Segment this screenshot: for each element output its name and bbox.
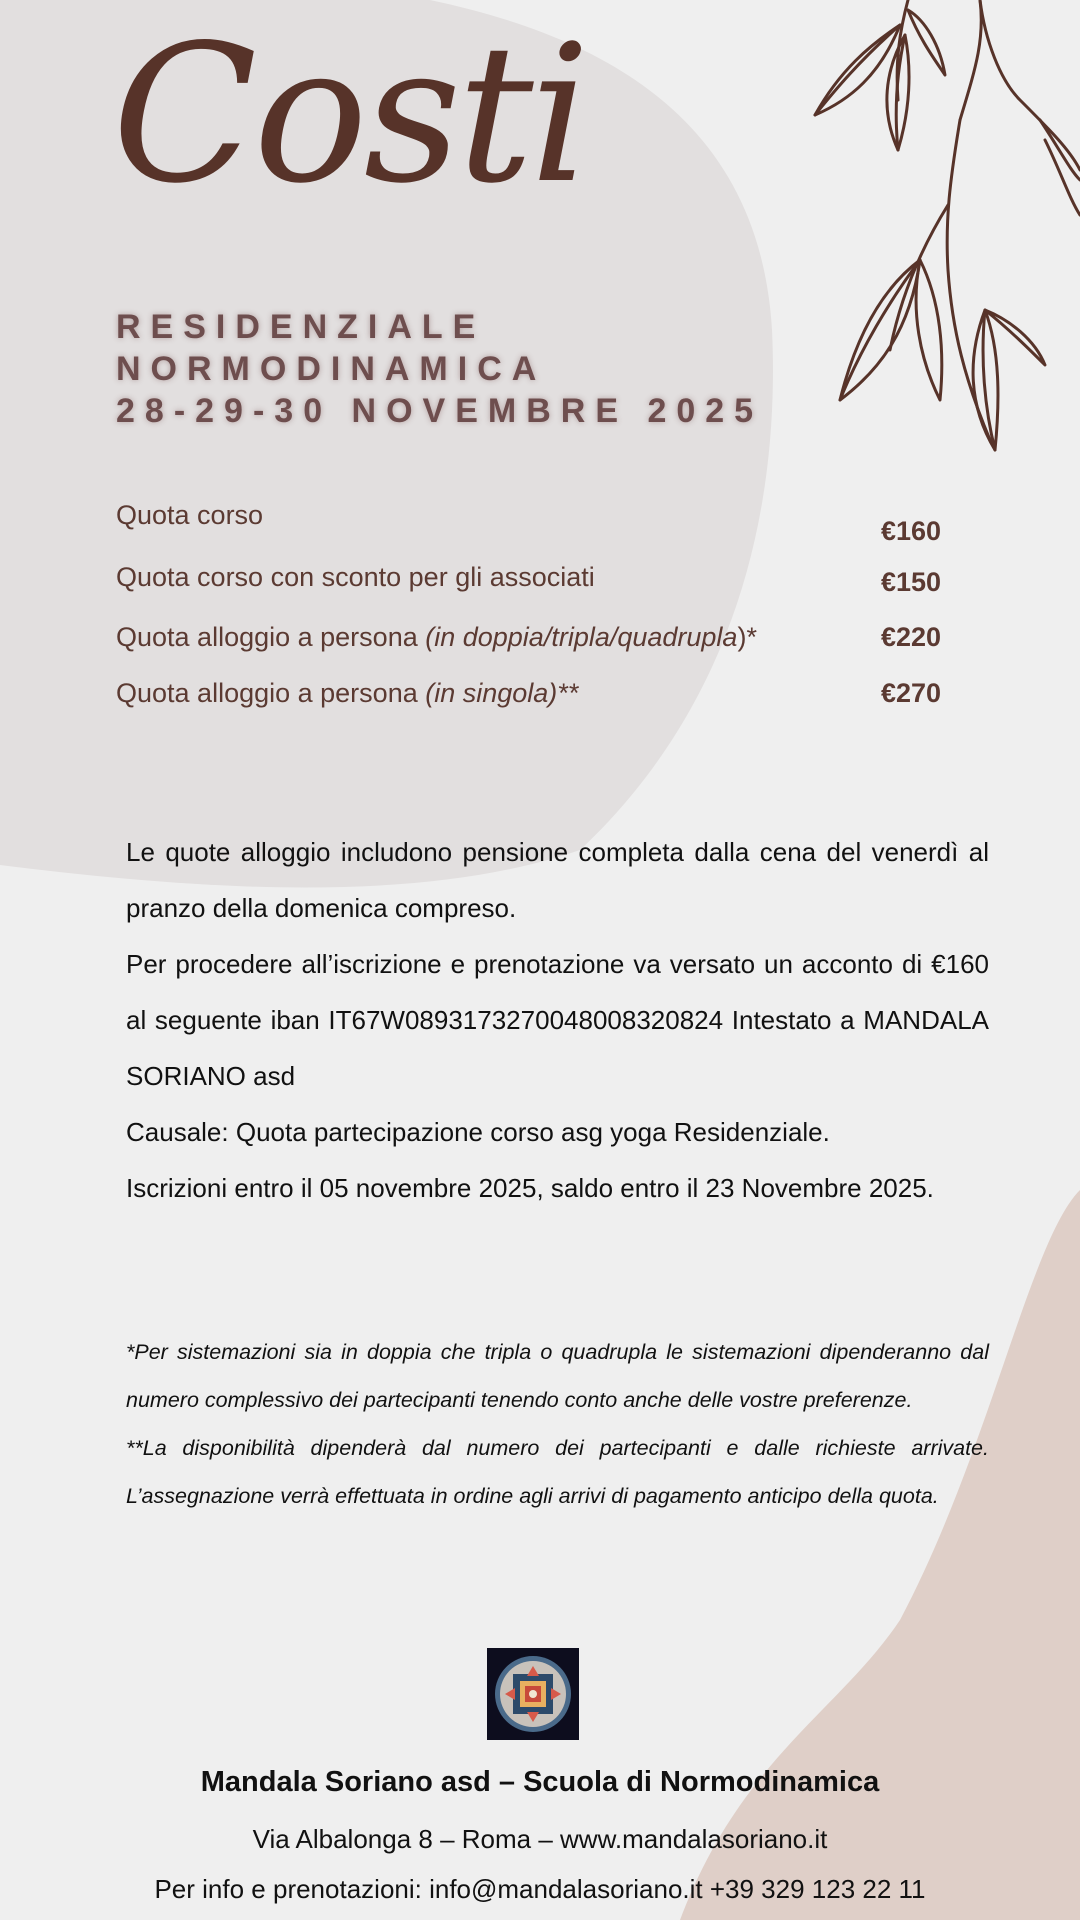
footer-address: Via Albalonga 8 – Roma – www.mandalasoriano.it	[252, 1824, 828, 1854]
event-subtitle	[116, 306, 763, 432]
price-label: Quota alloggio a persona (in doppia/tripla/quadrupla)*	[116, 622, 757, 652]
price-row-course	[116, 500, 966, 546]
footnote-shared: *Per sistemazioni sia in doppia che tripla o quadrupla le sistemazioni dipenderanno dal numero complessivo dei partecipanti tenendo conto anche delle vostre preferenze.	[126, 1340, 989, 1412]
price-label: Quota alloggio a persona (in singola)**	[116, 678, 579, 708]
leaf-branch-icon	[815, 0, 1080, 450]
info-paragraph-payment: Per procedere all’iscrizione e prenotazione va versato un acconto di €160 al seguente iban IT67W0893173270048008320824 Intestato a MANDALA SORIANO asd	[126, 949, 989, 1091]
footer-organization: Mandala Soriano asd – Scuola di Normodinamica	[200, 1766, 880, 1798]
price-amount: €220	[880, 622, 942, 652]
footnotes	[126, 1328, 989, 1520]
price-row-lodging-shared	[116, 622, 966, 662]
price-label-note: (in doppia/tripla/quadrupla	[425, 622, 738, 652]
price-amount: €160	[880, 516, 942, 546]
subtitle-line-1: RESIDENZIALE	[116, 308, 486, 346]
info-text	[126, 824, 989, 1216]
mandala-logo-icon	[487, 1648, 579, 1740]
price-row-lodging-single	[116, 678, 966, 718]
info-paragraph-lodging: Le quote alloggio includono pensione completa dalla cena del venerdì al pranzo della domenica compreso.	[126, 837, 989, 923]
price-label: Quota corso	[116, 500, 264, 530]
bottom-right-blob	[680, 1190, 1080, 1920]
price-row-course-discount	[116, 562, 966, 602]
info-paragraph-causale: Causale: Quota partecipazione corso asg yoga Residenziale.	[126, 1117, 830, 1147]
info-paragraph-deadline: Iscrizioni entro il 05 novembre 2025, saldo entro il 23 Novembre 2025.	[126, 1173, 934, 1203]
price-amount: €150	[880, 567, 942, 597]
price-label: Quota corso con sconto per gli associati	[116, 562, 595, 592]
price-label-note: (in singola)**	[425, 678, 579, 708]
subtitle-line-2: NORMODINAMICA	[116, 350, 547, 388]
page-title: Costi	[112, 4, 587, 225]
price-amount: €270	[880, 678, 942, 708]
footnote-single: **La disponibilità dipenderà dal numero dei partecipanti e dalle richieste arrivate. L’assegnazione verrà effettuata in ordine agli arrivi di pagamento anticipo della quota.	[126, 1436, 989, 1508]
footer-contact: Per info e prenotazioni: info@mandalasoriano.it +39 329 123 22 11	[154, 1874, 926, 1904]
subtitle-line-3: 28-29-30 NOVEMBRE 2025	[116, 392, 764, 430]
